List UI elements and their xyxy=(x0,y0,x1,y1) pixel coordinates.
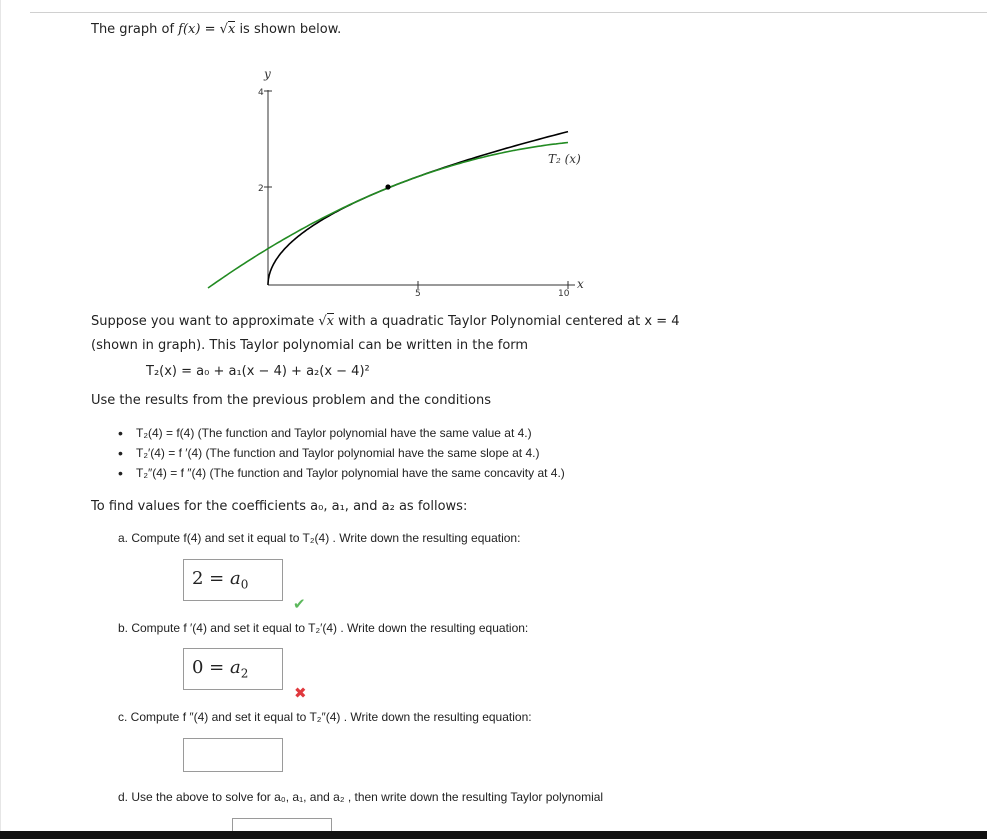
part-c-answer-input[interactable] xyxy=(183,738,283,772)
y-axis-label: y xyxy=(264,67,271,81)
problem-line1-suffix: with a quadratic Taylor Polynomial centered at x = 4 xyxy=(338,314,680,329)
part-a-answer-sub: 0 xyxy=(240,577,249,592)
part-a-answer-var: a xyxy=(230,568,241,589)
part-b-answer-lhs: 0 = xyxy=(192,657,225,678)
y-tick-label-2: 2 xyxy=(258,184,264,194)
correct-check-icon: ✔ xyxy=(293,595,306,613)
part-b-answer-input[interactable] xyxy=(183,648,283,690)
part-c-prompt: c. Compute f ″(4) and set it equal to T₂″(4) . Write down the resulting equation: xyxy=(118,710,532,724)
use-results-line: Use the results from the previous problem and the conditions xyxy=(91,393,491,408)
condition-item: • T₂′(4) = f ′(4) (The function and Taylor polynomial have the same slope at 4.) xyxy=(118,446,565,466)
tangent-point xyxy=(385,184,390,189)
taylor-formula: T₂(x) = a₀ + a₁(x − 4) + a₂(x − 4)² xyxy=(146,364,370,379)
top-border-bar xyxy=(30,0,987,13)
intro-suffix: is shown below. xyxy=(239,22,342,37)
find-coefficients-line: To find values for the coefficients a₀, a₁, and a₂ as follows: xyxy=(91,499,468,514)
part-b-answer-var: a xyxy=(230,657,241,678)
problem-line-1 xyxy=(91,314,680,329)
y-tick-label-4: 4 xyxy=(258,88,264,98)
part-b-prompt: b. Compute f ′(4) and set it equal to T₂′(4) . Write down the resulting equation: xyxy=(118,621,529,635)
condition-item: • T₂(4) = f(4) (The function and Taylor polynomial have the same value at 4.) xyxy=(118,426,565,446)
part-a-prompt: a. Compute f(4) and set it equal to T₂(4) . Write down the resulting equation: xyxy=(118,531,521,545)
sqrt-symbol-2: √ xyxy=(318,314,327,329)
intro-text xyxy=(91,22,341,37)
x-tick-label-5: 5 xyxy=(415,289,421,299)
taylor-curve xyxy=(208,143,568,289)
problem-line1-radicand: x xyxy=(326,314,335,329)
bottom-scrollbar xyxy=(0,831,987,839)
part-a-answer-lhs: 2 = xyxy=(192,568,225,589)
sqrt-taylor-graph xyxy=(200,60,600,305)
part-b-answer-sub: 2 xyxy=(240,666,249,681)
condition-item: • T₂″(4) = f ″(4) (The function and Taylor polynomial have the same concavity at 4.) xyxy=(118,466,565,486)
intro-equals: = xyxy=(204,22,216,37)
left-border xyxy=(0,0,1,839)
sqrt-curve xyxy=(268,132,568,285)
x-tick-label-10: 10 xyxy=(558,289,570,299)
sqrt-symbol: √ xyxy=(219,22,228,37)
conditions-list xyxy=(118,426,565,486)
part-d-prompt: d. Use the above to solve for a₀, a₁, and a₂ , then write down the resulting Taylor polynomial xyxy=(118,790,604,804)
problem-line1-prefix: Suppose you want to approximate xyxy=(91,314,315,329)
intro-radicand: x xyxy=(227,22,236,37)
taylor-curve-label: T₂ (x) xyxy=(548,152,581,166)
incorrect-x-icon: ✖ xyxy=(294,684,307,702)
intro-fx: f(x) xyxy=(178,22,201,37)
intro-prefix: The graph of xyxy=(91,22,175,37)
part-a-answer-input[interactable] xyxy=(183,559,283,601)
problem-line-2: (shown in graph). This Taylor polynomial can be written in the form xyxy=(91,338,529,353)
x-axis-label: x xyxy=(577,277,584,291)
